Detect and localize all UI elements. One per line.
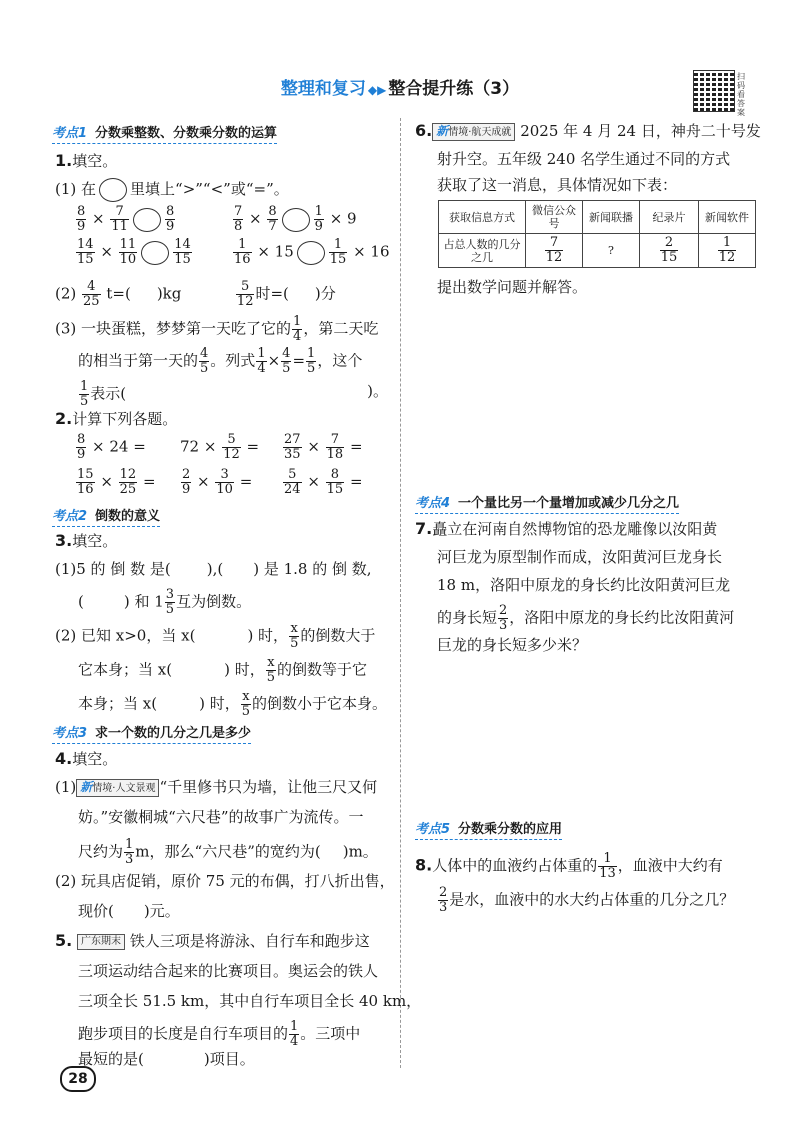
qr-code-icon[interactable] [693, 70, 735, 112]
table-cell [526, 234, 583, 268]
question-title: 填空。 [72, 532, 118, 550]
page-title [0, 74, 800, 99]
q7-line1 [415, 518, 717, 540]
title-part1: 整理和复习 [280, 79, 366, 99]
section-text: 分数乘整数、分数乘分数的运算 [95, 126, 278, 141]
compare-row-1b: $\frac{7}{8}$ × $\frac{8}{7}$ $\frac{1}{9}$ × 9 [234, 204, 357, 234]
q4-line3: 尺约为 $\frac{1}{3}$ m，那么“六尺巷”的宽约为( )m。 [78, 837, 378, 867]
table-cell: 新闻联播 [583, 201, 640, 234]
q5-line1 [55, 930, 370, 952]
text: 互为倒数。 [176, 592, 252, 611]
q1-part2: (2) $\frac{4}{25}$ t=( )kg $\frac{5}{12}$ 时=( )分 [55, 279, 336, 309]
q5-line3: 三项全长 51.5 km，其中自行车项目全长 40 km， [78, 992, 422, 1010]
q6-line2: 射升空。五年级 240 名学生通过不同的方式 [437, 150, 731, 168]
question-number: 1. [55, 151, 73, 170]
text: 情境·航天成就 [448, 127, 512, 138]
text: )项目。 [203, 1050, 255, 1068]
q5-line4: 跑步项目的长度是自行车项目的 $\frac{1}{4}$ 。三项中 [78, 1019, 361, 1049]
text: 2025 年 4 月 24 日，神舟二十号发 [520, 122, 761, 140]
question-title: 填空。 [72, 152, 118, 170]
q3-line2: ( ) 和 1 $\frac{3}{5}$ 互为倒数。 [78, 587, 252, 617]
text: 12 [718, 250, 736, 265]
text: )。 [367, 382, 388, 400]
text: 新 [436, 124, 449, 138]
answer-circle[interactable] [141, 241, 169, 265]
qr-label: 扫码看答案 [737, 72, 745, 117]
q1-part3-line2: 的相当于第一天的 $\frac{4}{5}$ 。列式 $\frac{1}{4}$ × $\frac{4}{5}$ = $\frac{1}{5}$ ，这个 [78, 346, 363, 376]
q6-ask: 提出数学问题并解答。 [437, 278, 588, 296]
context-tag [432, 123, 515, 141]
calc-row-1: $\frac{8}{9}$ × 24 = [77, 432, 146, 462]
answer-circle[interactable] [297, 241, 325, 265]
q1-part1-intro [55, 178, 289, 202]
text: ，这个 [317, 351, 363, 370]
text: 尺约为 [78, 842, 124, 861]
text: 新 [80, 780, 93, 794]
text: (3) 一块蛋糕，梦梦第一天吃了它的 [55, 319, 292, 338]
q7-line3: 18 m，洛阳中原龙的身长约比汝阳黄河巨龙 [437, 576, 731, 594]
section-header-2 [52, 505, 160, 527]
section-header-1 [52, 122, 277, 144]
q4-line2: 妨。”安徽桐城“六尺巷”的故事广为流传。一 [78, 808, 364, 826]
text: 里填上“>”“<”或“=”。 [130, 180, 289, 198]
table-cell: 微信公众号 [526, 201, 583, 234]
text: 2 [660, 236, 679, 251]
text: 的倒数等于它 [277, 660, 368, 679]
q3-line3: (2) 已知 x>0，当 x( ) 时， $\frac{x}{5}$ 的倒数大于 [55, 621, 376, 651]
text: 矗立在河南自然博物馆的恐龙雕像以汝阳黄 [432, 520, 718, 538]
answer-circle-sample [99, 178, 127, 202]
calc-row-1b: 72 × $\frac{5}{12}$ = [180, 432, 260, 462]
compare-row-2a: $\frac{14}{15}$ × $\frac{11}{10}$ $\frac{14}{15}$ [77, 237, 191, 267]
title-part2: 整合提升练（3） [388, 79, 520, 99]
text: 人体中的血液约占体重的 [432, 856, 598, 875]
text: (1) [55, 778, 77, 796]
section-text: 一个量比另一个量增加或减少几分之几 [458, 496, 680, 511]
q4-line1 [55, 776, 377, 798]
info-table [438, 200, 756, 268]
text: ) 时， [224, 660, 265, 679]
table-cell: 新闻软件 [699, 201, 756, 234]
text: 的相当于第一天的 [78, 351, 199, 370]
text: (2) 已知 x>0，当 x( [55, 626, 196, 645]
question-2-title [55, 408, 177, 430]
text: t=( [106, 284, 131, 303]
text: ),( [206, 560, 224, 578]
question-title: 计算下列各题。 [72, 410, 178, 428]
question-number: 5. [55, 931, 73, 950]
text: 现价( [78, 902, 114, 920]
text: (1) 在 [55, 180, 97, 198]
section-text: 分数乘分数的应用 [458, 822, 563, 837]
question-number: 2. [55, 409, 73, 428]
table-header-row [439, 201, 756, 234]
text: 。列式 [210, 351, 256, 370]
q6-line3: 获取了这一消息，具体情况如下表： [437, 176, 678, 194]
section-header-3 [52, 722, 251, 744]
text: 的倒数小于它本身。 [252, 694, 388, 713]
q8-line1: 8.人体中的血液约占体重的 $\frac{1}{13}$ ，血液中大约有 [415, 851, 723, 881]
source-tag: 广东期末 [77, 934, 125, 950]
q7-line4: 的身长短 $\frac{2}{3}$ ，洛阳中原龙的身长约比汝阳黄河 [437, 603, 735, 633]
q7-line5: 巨龙的身长短多少米？ [437, 636, 588, 654]
section-text: 倒数的意义 [95, 509, 161, 524]
text: 12 [545, 250, 563, 265]
text: 跑步项目的长度是自行车项目的 [78, 1024, 289, 1043]
section-label: 考点3 [52, 726, 88, 741]
calc-row-1c: $\frac{27}{35}$ × $\frac{7}{18}$ = [284, 432, 363, 462]
question-number: 3. [55, 531, 73, 550]
section-label: 考点4 [415, 496, 451, 511]
compare-row-2b: $\frac{1}{16}$ × 15 $\frac{1}{15}$ × 16 [234, 237, 390, 267]
text: 是水，血液中的水大约占体重的几分之几？ [449, 890, 735, 909]
q8-line2: $\frac{2}{3}$ 是水，血液中的水大约占体重的几分之几？ [439, 885, 735, 915]
text: )元。 [143, 902, 180, 920]
question-title: 填空。 [72, 750, 118, 768]
table-cell: 获取信息方式 [439, 201, 526, 234]
text: ( [78, 592, 84, 611]
text: )分 [314, 284, 336, 303]
text: 铁人三项是将游泳、自行车和跑步这 [129, 932, 370, 950]
section-header-4 [415, 492, 679, 514]
q5-line5 [78, 1048, 255, 1070]
text: (2) [55, 284, 77, 303]
question-1-title [55, 150, 117, 172]
text: m，那么“六尺巷”的宽约为( [135, 842, 321, 861]
table-cell [640, 234, 699, 268]
text: 时=( [255, 284, 289, 303]
text: ) 时， [199, 694, 240, 713]
question-number: 6. [415, 121, 433, 140]
context-tag [76, 779, 159, 797]
question-number: 7. [415, 519, 433, 538]
text: ，血液中大约有 [617, 856, 723, 875]
section-header-5 [415, 818, 562, 840]
q5-line2: 三项运动结合起来的比赛项目。奥运会的铁人 [78, 962, 379, 980]
section-label: 考点2 [52, 509, 88, 524]
text: “千里修书只为墙，让他三尺又何 [159, 778, 378, 796]
q4-line5 [78, 900, 180, 922]
answer-circle[interactable] [133, 208, 161, 232]
text: 7 [545, 236, 564, 251]
text: 15 [660, 250, 678, 265]
text: 。三项中 [300, 1024, 361, 1043]
compare-row-1a: $\frac{8}{9}$ × $\frac{7}{11}$ $\frac{8}{9}$ [77, 204, 175, 234]
q7-line2: 河巨龙为原型制作而成，汝阳黄河巨龙身长 [437, 548, 723, 566]
q1-part3-line3: $\frac{1}{5}$ 表示( )。 [80, 379, 388, 409]
q4-line4: (2) 玩具店促销，原价 75 元的布偶，打八折出售， [55, 872, 395, 890]
text: 的身长短 [437, 608, 498, 627]
table-cell: 占总人数的几分之几 [439, 234, 526, 268]
text: ) 是 1.8 的 倒 数, [253, 560, 372, 578]
section-label: 考点1 [52, 126, 88, 141]
q3-line4: 它本身；当 x( ) 时， $\frac{x}{5}$ 的倒数等于它 [78, 655, 368, 685]
text: ) 时， [247, 626, 289, 645]
text: 的倒数大于 [300, 626, 376, 645]
page-number: 28 [60, 1066, 96, 1092]
text: 情境·人文景观 [92, 783, 156, 794]
table-cell: ? [583, 234, 640, 268]
text: 最短的是( [78, 1050, 144, 1068]
text: 它本身；当 x( [78, 660, 173, 679]
table-row [439, 234, 756, 268]
text: ，第二天吃 [303, 319, 379, 338]
question-4-title [55, 748, 117, 770]
text: )m。 [342, 842, 378, 861]
calc-row-2b: $\frac{2}{9}$ × $\frac{3}{10}$ = [182, 467, 253, 497]
question-3-title [55, 530, 117, 552]
table-cell: 纪录片 [640, 201, 699, 234]
text: 本身；当 x( [78, 694, 158, 713]
q3-line5: 本身；当 x( ) 时， $\frac{x}{5}$ 的倒数小于它本身。 [78, 689, 388, 719]
text: )kg [156, 284, 182, 303]
table-cell [699, 234, 756, 268]
text: ) 和 1 [123, 592, 164, 611]
section-label: 考点5 [415, 822, 451, 837]
q3-line1 [55, 558, 372, 580]
text: ，洛阳中原龙的身长约比汝阳黄河 [509, 608, 735, 627]
text: (1)5 的 倒 数 是( [55, 560, 171, 578]
answer-circle[interactable] [282, 208, 310, 232]
column-divider [400, 118, 401, 1068]
q6-line1 [415, 120, 761, 142]
calc-row-2c: $\frac{5}{24}$ × $\frac{8}{15}$ = [284, 467, 363, 497]
text: 1 [718, 236, 737, 251]
text: 表示( [90, 384, 127, 403]
question-number: 8. [415, 855, 433, 875]
q1-part3-line1: (3) 一块蛋糕，梦梦第一天吃了它的 $\frac{1}{4}$ ，第二天吃 [55, 314, 379, 344]
section-text: 求一个数的几分之几是多少 [95, 726, 252, 741]
question-number: 4. [55, 749, 73, 768]
calc-row-2: $\frac{15}{16}$ × $\frac{12}{25}$ = [77, 467, 156, 497]
title-arrow-icon: ◆▶ [367, 83, 387, 97]
